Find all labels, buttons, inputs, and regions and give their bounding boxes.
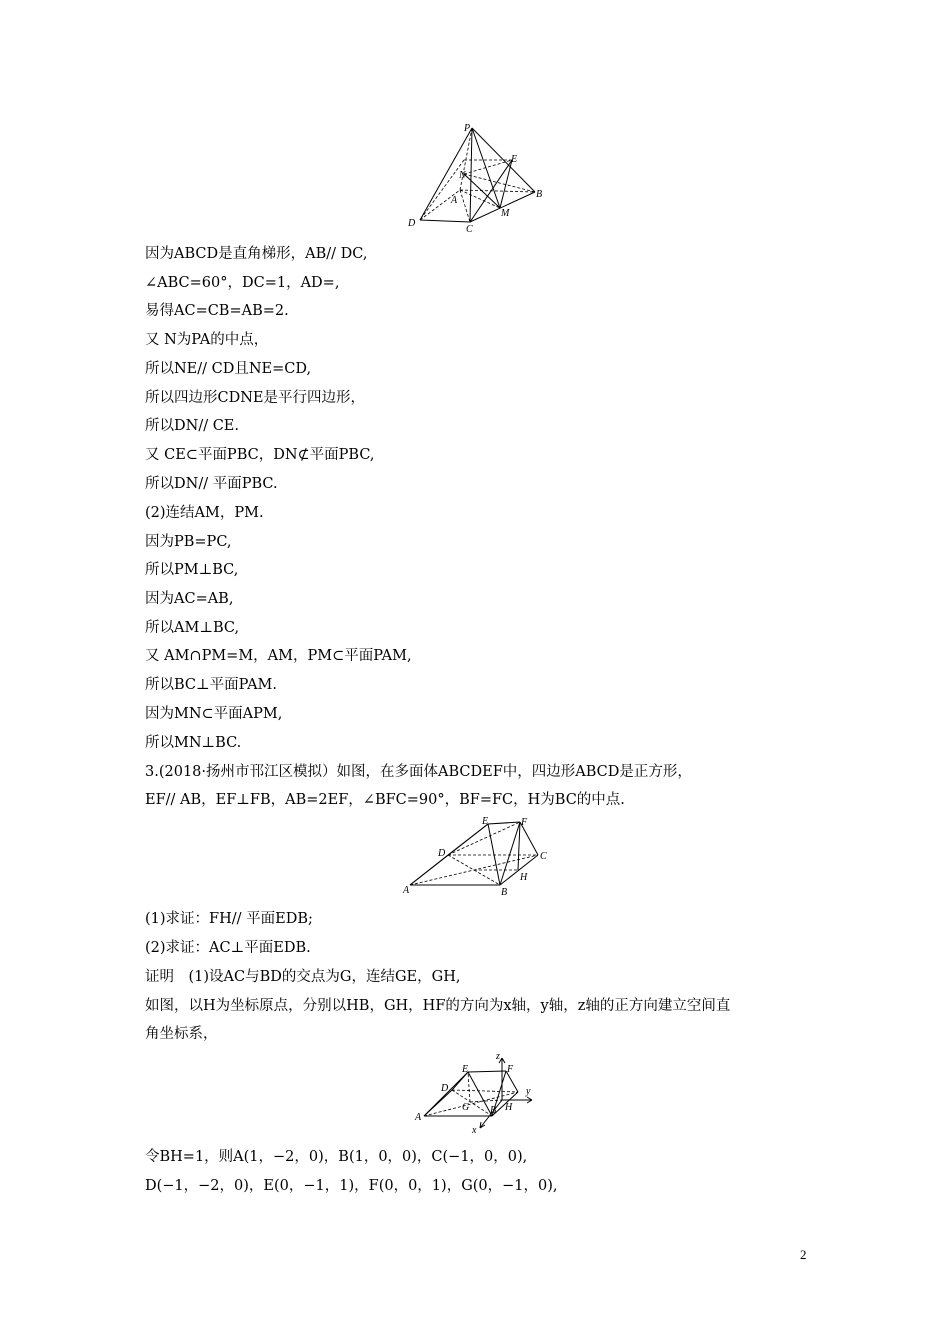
text-line: D(−1，−2，0)，E(0，−1，1)，F(0，0，1)，G(0，−1，0), xyxy=(145,1178,558,1194)
label-D: D xyxy=(408,218,416,229)
problem-3-statement: 3.(2018·扬州市邗江区模拟）如图，在多面体ABCDEF中，四边形ABCD是正方形， xyxy=(145,764,692,780)
label-D: D xyxy=(441,1083,449,1094)
label-C: C xyxy=(540,851,547,862)
text-line: 所以BC⊥平面PAM. xyxy=(145,677,278,693)
label-P: P xyxy=(464,123,471,134)
text-line: 又 N为PA的中点， xyxy=(145,332,269,348)
text-line: 因为ABCD是直角梯形，AB// DC, xyxy=(145,246,368,262)
text-line: 所以NE// CD且NE=CD, xyxy=(145,361,312,377)
text-line: 又 CE⊂平面PBC，DN⊄平面PBC, xyxy=(145,447,375,463)
text-line: 令BH=1，则A(1，−2，0)，B(1，0，0)，C(−1，0，0), xyxy=(145,1149,528,1165)
problem-3-conditions: EF// AB，EF⊥FB，AB=2EF，∠BFC=90°，BF=FC，H为BC的中点. xyxy=(145,792,625,808)
label-A: A xyxy=(415,1112,422,1123)
text-line: 证明 (1)设AC与BD的交点为G，连结GE，GH, xyxy=(145,969,461,985)
label-A: A xyxy=(451,195,458,206)
text-line: 易得AC=CB=AB=2. xyxy=(145,303,289,319)
text-line: 角坐标系， xyxy=(145,1026,218,1042)
text-line: 因为AC=AB, xyxy=(145,591,234,607)
label-z: z xyxy=(496,1051,500,1062)
label-M: M xyxy=(501,208,510,219)
label-F: F xyxy=(507,1064,514,1075)
text-line: 因为MN⊂平面APM, xyxy=(145,706,283,722)
text-line: 所以AM⊥BC, xyxy=(145,620,240,636)
text-line: 如图，以H为坐标原点，分别以HB，GH，HF的方向为x轴，y轴，z轴的正方向建立空间直 xyxy=(145,998,731,1014)
label-B: B xyxy=(501,887,508,898)
figure-coordinates-svg xyxy=(410,1050,550,1135)
page-number: 2 xyxy=(800,1247,807,1262)
label-F: F xyxy=(521,817,528,828)
text-line: 所以DN// CE. xyxy=(145,418,239,434)
label-H: H xyxy=(520,872,528,883)
label-E: E xyxy=(482,816,489,827)
text-line: ∠ABC=60°，DC=1，AD=, xyxy=(145,275,340,291)
label-E: E xyxy=(462,1064,469,1075)
text-line: 所以四边形CDNE是平行四边形， xyxy=(145,390,365,406)
figure-pyramid xyxy=(400,120,560,235)
label-B: B xyxy=(536,189,543,200)
label-G: G xyxy=(462,1102,470,1113)
question-2: (2)求证：AC⊥平面EDB. xyxy=(145,940,311,956)
label-H: H xyxy=(505,1102,513,1113)
label-N: N xyxy=(459,170,466,181)
figure-pyramid-svg xyxy=(400,120,560,235)
label-x: x xyxy=(472,1125,477,1136)
figure-polyhedron xyxy=(400,815,560,900)
text-line: 所以MN⊥BC. xyxy=(145,735,242,751)
label-B: B xyxy=(490,1105,497,1116)
text-line: 又 AM∩PM=M，AM，PM⊂平面PAM, xyxy=(145,648,412,664)
label-A: A xyxy=(403,885,410,896)
label-C: C xyxy=(466,224,473,235)
question-1: (1)求证：FH// 平面EDB; xyxy=(145,911,313,927)
text-line: (2)连结AM，PM. xyxy=(145,505,264,521)
figure-coordinates xyxy=(410,1050,550,1135)
figure-polyhedron-svg xyxy=(400,815,560,900)
label-E: E xyxy=(511,154,518,165)
text-line: 所以PM⊥BC, xyxy=(145,562,239,578)
text-line: 所以DN// 平面PBC. xyxy=(145,476,278,492)
text-line: 因为PB=PC, xyxy=(145,534,232,550)
label-D: D xyxy=(438,848,446,859)
label-y: y xyxy=(526,1086,531,1097)
